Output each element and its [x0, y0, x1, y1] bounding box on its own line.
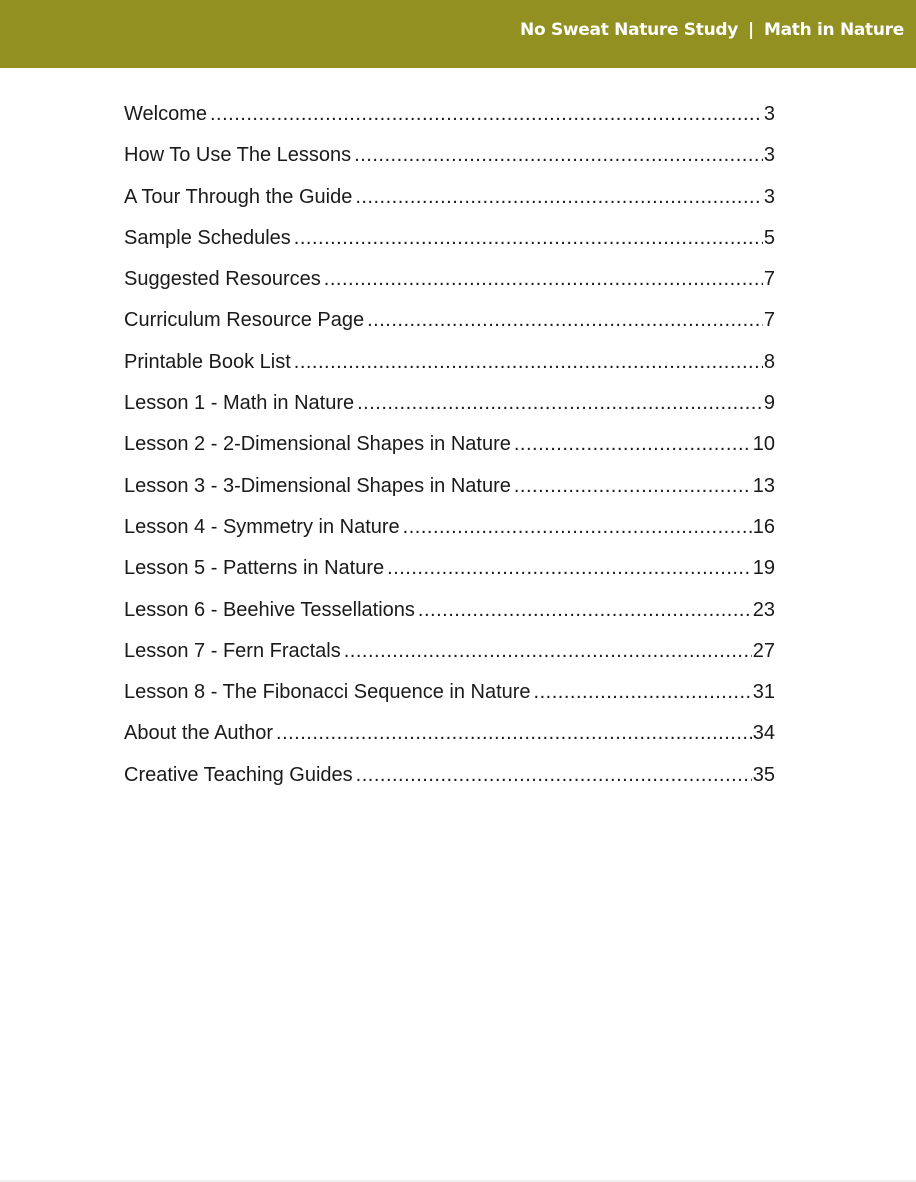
toc-entry-title: Suggested Resources [124, 268, 321, 291]
header-band [0, 0, 916, 68]
toc-entry-title: Lesson 2 - 2-Dimensional Shapes in Nature [124, 433, 511, 456]
dot-leader [534, 681, 752, 704]
dot-leader [324, 268, 763, 291]
toc-page-number: 5 [763, 226, 775, 249]
dot-leader [514, 433, 752, 456]
dot-leader [387, 557, 752, 580]
toc-page-number: 27 [752, 639, 775, 662]
toc-entry-lesson-7[interactable] [124, 640, 775, 681]
toc-entry-title: A Tour Through the Guide [124, 185, 353, 208]
toc-page-number: 31 [752, 681, 775, 704]
toc-entry-title: Welcome [124, 103, 207, 125]
toc-entry-title: Curriculum Resource Page [124, 309, 365, 332]
toc-page-number: 23 [752, 598, 775, 621]
dot-leader [403, 516, 752, 539]
toc-entry-suggested-resources[interactable] [124, 268, 775, 309]
toc-entry-title: Lesson 7 - Fern Fractals [124, 639, 341, 662]
toc-entry-sample-schedules[interactable] [124, 227, 775, 268]
toc-entry-curriculum-resource-page[interactable] [124, 309, 775, 350]
toc-entry-lesson-5[interactable] [124, 557, 775, 598]
toc-entry-title: Creative Teaching Guides [124, 763, 353, 786]
toc-entry-title: Lesson 5 - Patterns in Nature [124, 557, 385, 580]
dot-leader [355, 186, 763, 209]
toc-page-number: 19 [752, 557, 775, 580]
toc-entry-title: Printable Book List [124, 350, 291, 373]
toc-page-number: 35 [752, 763, 775, 786]
toc-entry-title: Lesson 4 - Symmetry in Nature [124, 515, 400, 538]
toc-entry-lesson-3[interactable] [124, 475, 775, 516]
toc-entry-title: Lesson 3 - 3-Dimensional Shapes in Nature [124, 474, 511, 497]
toc-entry-creative-teaching-guides[interactable] [124, 764, 775, 805]
toc-entry-about-the-author[interactable] [124, 722, 775, 763]
toc-page-number: 7 [763, 309, 775, 332]
toc-entry-printable-book-list[interactable] [124, 351, 775, 392]
toc-entry-lesson-4[interactable] [124, 516, 775, 557]
toc-entry-title: Lesson 6 - Beehive Tessellations [124, 598, 415, 621]
dot-leader [294, 351, 763, 374]
toc-entry-lesson-8[interactable] [124, 681, 775, 722]
dot-leader [276, 722, 752, 745]
toc-entry-title: How To Use The Lessons [124, 144, 352, 167]
toc-entry-lesson-1[interactable] [124, 392, 775, 433]
toc-page-number: 3 [763, 103, 775, 125]
toc-entry-title: Lesson 8 - The Fibonacci Sequence in Nature [124, 681, 531, 704]
toc-page-number: 3 [763, 144, 775, 167]
running-header [520, 20, 904, 40]
toc-page-number: 3 [763, 185, 775, 208]
toc-entry-lesson-2[interactable] [124, 433, 775, 474]
dot-leader [344, 640, 752, 663]
dot-leader [418, 599, 752, 622]
header-separator: | [748, 20, 754, 40]
toc-entry-title: About the Author [124, 722, 274, 745]
book-title: No Sweat Nature Study [520, 20, 739, 40]
toc-entry-title: Lesson 1 - Math in Nature [124, 392, 355, 415]
dot-leader [354, 144, 763, 167]
toc-entry-lesson-6[interactable] [124, 599, 775, 640]
toc-page-number: 13 [752, 474, 775, 497]
toc-page-number: 8 [763, 350, 775, 373]
toc-page-number: 9 [763, 392, 775, 415]
toc-page-number: 7 [763, 268, 775, 291]
toc-entry-how-to-use[interactable] [124, 144, 775, 185]
dot-leader [294, 227, 763, 250]
dot-leader [514, 475, 752, 498]
toc-entry-title: Sample Schedules [124, 226, 291, 249]
dot-leader [367, 309, 763, 332]
toc-entry-tour[interactable] [124, 186, 775, 227]
dot-leader [356, 764, 752, 787]
section-title: Math in Nature [763, 20, 904, 40]
dot-leader [210, 103, 763, 126]
toc-page-number: 10 [752, 433, 775, 456]
dot-leader [357, 392, 763, 415]
toc-page-number: 34 [752, 722, 775, 745]
toc-page-number: 16 [752, 515, 775, 538]
table-of-contents [124, 103, 775, 805]
toc-entry-welcome[interactable] [124, 103, 775, 144]
